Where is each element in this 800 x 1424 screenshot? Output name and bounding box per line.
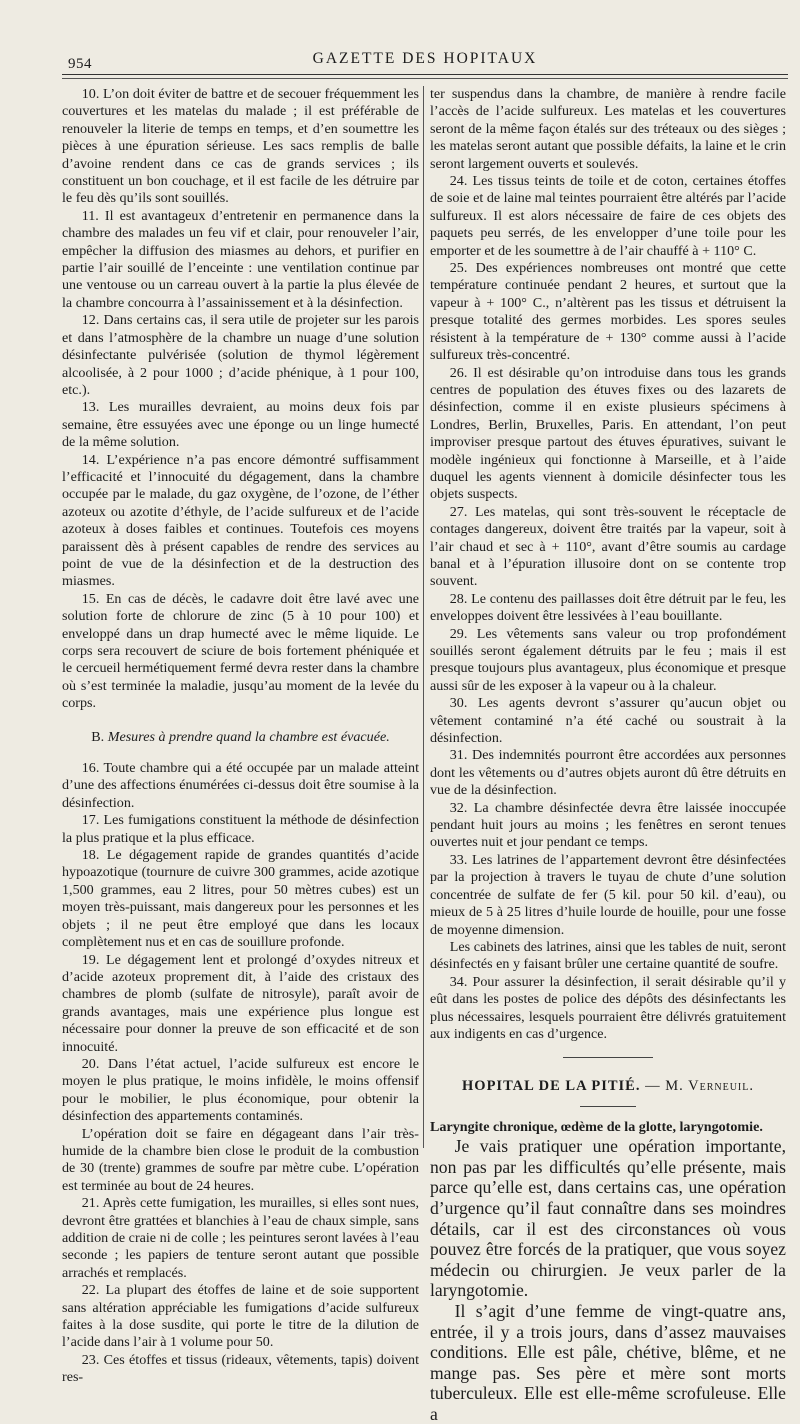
hospital-heading (430, 1078, 786, 1095)
article-paragraph: 30. Les agents devront s’assurer qu’aucun objet ou vêtement contaminé n’a été caché ou soustrait à la désinfection. (430, 695, 786, 747)
header-rule (62, 74, 788, 75)
article-paragraph: 14. L’expérience n’a pas encore démontré suffisamment l’efficacité et l’innocuité du dégagement, dans la chambre occupée par le malade, du gaz oxygène, de l’ozone, de l’éther azoteux ou azotite d’éthyle, de l’acide sulfureux et de l’acide azoteux à doses faibles et continues. Toutefois ces moyens paraissent dès à présent capables de rendre des services au point de vue de la désinfection et de la destruction des miasmes. (62, 451, 419, 590)
article-paragraph: 25. Des expériences nombreuses ont montré que cette température continuée pendant 2 heures, et surtout que la vapeur à + 100° C., n’altèrent pas les tissus et détruisent la presque totalité des germes morbides. Les spores seules résistent à la température de + 130° comme aussi à l’acide sulfureux très-concentré. (430, 260, 786, 364)
article-paragraph: 27. Les matelas, qui sont très-souvent le réceptacle de contages dangereux, doivent être traités par la vapeur, soit à l’air chaud et sec à + 110°, avant d’être soumis au cardage banal et à l’épuration illusoire dont on se contente trop souvent. (430, 503, 786, 590)
article-paragraph: 20. Dans l’état actuel, l’acide sulfureux est encore le moyen le plus pratique, le moins infidèle, le moins offensif pour le mobilier, le plus économique, pour obtenir la désinfection des appartements contaminés. (62, 1055, 419, 1125)
article-paragraph: 10. L’on doit éviter de battre et de secouer fréquemment les couvertures et les matelas du malade ; il est préférable de renouveler la literie de temps en temps, et d’en soumettre les pièces à une épuration sérieuse. Les sacs remplis de balle d’avoine rendent dans ce cas de grands services ; ils constituent un bon couchage, et il est facile de les détruire par le feu dès qu’ils sont souillés. (62, 86, 419, 207)
article-paragraph: 13. Les murailles devraient, au moins deux fois par semaine, être essuyées avec une éponge ou un linge humecté de la même solution. (62, 399, 419, 451)
article-paragraph: 32. La chambre désinfectée devra être laissée inoccupée pendant huit jours au moins ; les fenêtres en seront tenues ouvertes nuit et jour pendant ce temps. (430, 799, 786, 851)
column-divider (423, 86, 424, 1148)
section-title: Mesures à prendre quand la chambre est évacuée. (107, 728, 390, 745)
header-rule-thin (62, 78, 788, 79)
article-paragraph: 26. Il est désirable qu’on introduise dans tous les grands centres de population des étuves fixes ou des lazarets de désinfection, comme il en existe plusieurs spécimens à Londres, Berlin, Bruxelles, Paris. En attendant, l’on peut improviser presque partout des étuves épuratives, suivant le modèle ingénieux qui fonctionne à Marseille, et à l’aide duquel les agents viennent à domicile désinfecter tous les objets suspects. (430, 364, 786, 503)
article-paragraph: 18. Le dégagement rapide de grandes quantités d’acide hypoazotique (tournure de cuivre 300 grammes, acide azotique 1,500 grammes, eau 2 litres, pour 50 mètres cubes) est un moyen très-puissant, mais dangereux pour les personnes et les objets ; il ne peut être employé que dans les locaux complètement nus et en cas de souillure profonde. (62, 847, 419, 951)
article-paragraph: 23. Ces étoffes et tissus (rideaux, vêtements, tapis) doivent res- (62, 1351, 419, 1386)
article-paragraph: 11. Il est avantageux d’entretenir en permanence dans la chambre des malades un feu vif et clair, pour renouveler l’air, empêcher la diffusion des miasmes au dehors, et purifier en partie l’air souillé de l’enceinte : une ventilation continue par une ventouse ou un carreau ouvert à la partie la plus élevée de la chambre concourra à l’assainissement et à la désinfection. (62, 207, 419, 311)
heading-underline (580, 1106, 636, 1107)
hospital-author: — M. Verneuil. (645, 1078, 754, 1095)
hospital-title: HOPITAL DE LA PITIÉ. (462, 1078, 641, 1095)
article-paragraph: 28. Le contenu des paillasses doit être détruit par le feu, les enveloppes doivent être lessivées à l’eau bouillante. (430, 590, 786, 625)
left-column (62, 86, 419, 1387)
article-paragraph: 12. Dans certains cas, il sera utile de projeter sur les parois et dans l’atmosphère de la chambre un nuage d’une solution désinfectante pulvérisée (solution de thymol légèrement alcoolisée, à 2 pour 1000 ; d’acide phénique, à 1 pour 100, etc.). (62, 312, 419, 398)
case-paragraph: Je vais pratiquer une opération importante, non pas par les difficultés qu’elle présente, mais parce qu’elle est, dans certains cas, une opération d’urgence qu’il faut connaître dans ses moindres détails, car il est des circonstances où vous pouvez être forcés de la pratiquer, que vous soyez médecin ou chirurgien. Je veux parler de la laryngotomie. (430, 1136, 786, 1301)
article-paragraph: 19. Le dégagement lent et prolongé d’oxydes nitreux et d’acide azoteux proprement dit, à l’aide des cristaux des chambres de plomb (sulfate de nitrosyle), paraît avoir de grands avantages, mais une expérience plus longue est nécessaire pour donner la preuve de son efficacité et de son innocuité. (62, 951, 419, 1055)
article-paragraph: 22. La plupart des étoffes de laine et de soie supportent sans altération appréciable les fumigations d’acide sulfureux faites à la dose susdite, qui porte le titre de la dilution de l’acide dans l’air à 1 volume pour 50. (62, 1282, 419, 1351)
article-paragraph: 24. Les tissus teints de toile et de coton, certaines étoffes de soie et de laine mal teintes pourraient être altérés par l’acide sulfureux. Il est alors nécessaire de faire de ces objets des paquets peu serrés, de les envelopper d’une toile pour les emporter et de les soumettre à de l’air chauffé à + 110° C. (430, 173, 786, 259)
article-paragraph: ter suspendus dans la chambre, de manière à rendre facile l’accès de l’acide sulfureux. Les matelas et les couvertures seront de la même façon étalés sur des tréteaux ou des sièges ; les matelas seront autant que possible défaits, la laine et le crin seront largement ouverts et soulevés. (430, 86, 786, 172)
article-paragraph: 17. Les fumigations constituent la méthode de désinfection la plus pratique et la plus efficace. (62, 812, 419, 846)
section-heading (62, 729, 419, 746)
right-column (430, 86, 786, 1424)
article-paragraph: 21. Après cette fumigation, les murailles, si elles sont nues, devront être grattées et blanchies à l’eau de chaux simple, sans addition de craie ni de colle ; les peintures seront lavées à l’eau seconde ; les papiers de tenture seront autant que possible arrachés et remplacés. (62, 1195, 419, 1281)
article-paragraph: 29. Les vêtements sans valeur ou trop profondément souillés seront également détruits par le feu ; mais il est presque toujours plus avantageux, plus économique et presque aussi sûr de les exposer à la vapeur ou à la chaleur. (430, 625, 786, 694)
case-title: Laryngite chronique, œdème de la glotte, laryngotomie. (430, 1118, 763, 1135)
page-header (60, 48, 790, 72)
article-paragraph: 16. Toute chambre qui a été occupée par un malade atteint d’une des affections énumérées ci-dessus doit être soumise à la désinfection. (62, 760, 419, 811)
article-paragraph: 31. Des indemnités pourront être accordées aux personnes dont les vêtements ou d’autres objets auront dû être détruits en vue de la désinfection. (430, 747, 786, 799)
section-label: B. (91, 728, 105, 745)
newspaper-title: GAZETTE DES HOPITAUX (312, 50, 538, 67)
page-number: 954 (68, 56, 92, 72)
article-paragraph: L’opération doit se faire en dégageant dans l’air très-humide de la chambre bien close le produit de la combustion de 30 (trente) grammes de soufre par mètre cube. L’opération est terminée au bout de 24 heures. (62, 1125, 419, 1194)
case-paragraph: Il s’agit d’une femme de vingt-quatre ans, entrée, il y a trois jours, dans d’assez mauvaises conditions. Elle est pâle, chétive, blême, et ne mange pas. Ses père et mère sont morts tuberculeux. Elle est elle-même scrofuleuse. Elle a (430, 1300, 786, 1424)
article-paragraph: 15. En cas de décès, le cadavre doit être lavé avec une solution forte de chlorure de zinc (5 à 10 pour 100) et enveloppé dans un drap humecté avec le même liquide. Le corps sera recouvert de sciure de bois fortement phéniquée et le cercueil hermétiquement fermé devra rester dans la chambre où s’est terminée la maladie, jusqu’au moment de la levée du corps. (62, 590, 419, 712)
article-paragraph: 34. Pour assurer la désinfection, il serait désirable qu’il y eût dans les postes de police des dépôts des désinfectants les plus nécessaires, lesquels pourraient être délivrés gratuitement aux indigents en cas d’urgence. (430, 973, 786, 1042)
section-separator (563, 1057, 653, 1058)
article-paragraph: 33. Les latrines de l’appartement devront être désinfectées par la projection à travers le tuyau de chute d’une solution concentrée de sulfate de fer (5 kil. pour 50 kil. d’eau), ou mieux de 5 à 25 litres d’huile lourde de houille, pour une fosse de moyenne dimension. (430, 851, 786, 938)
article-paragraph: Les cabinets des latrines, ainsi que les tables de nuit, seront désinfectés en y faisant brûler une certaine quantité de soufre. (430, 938, 786, 973)
